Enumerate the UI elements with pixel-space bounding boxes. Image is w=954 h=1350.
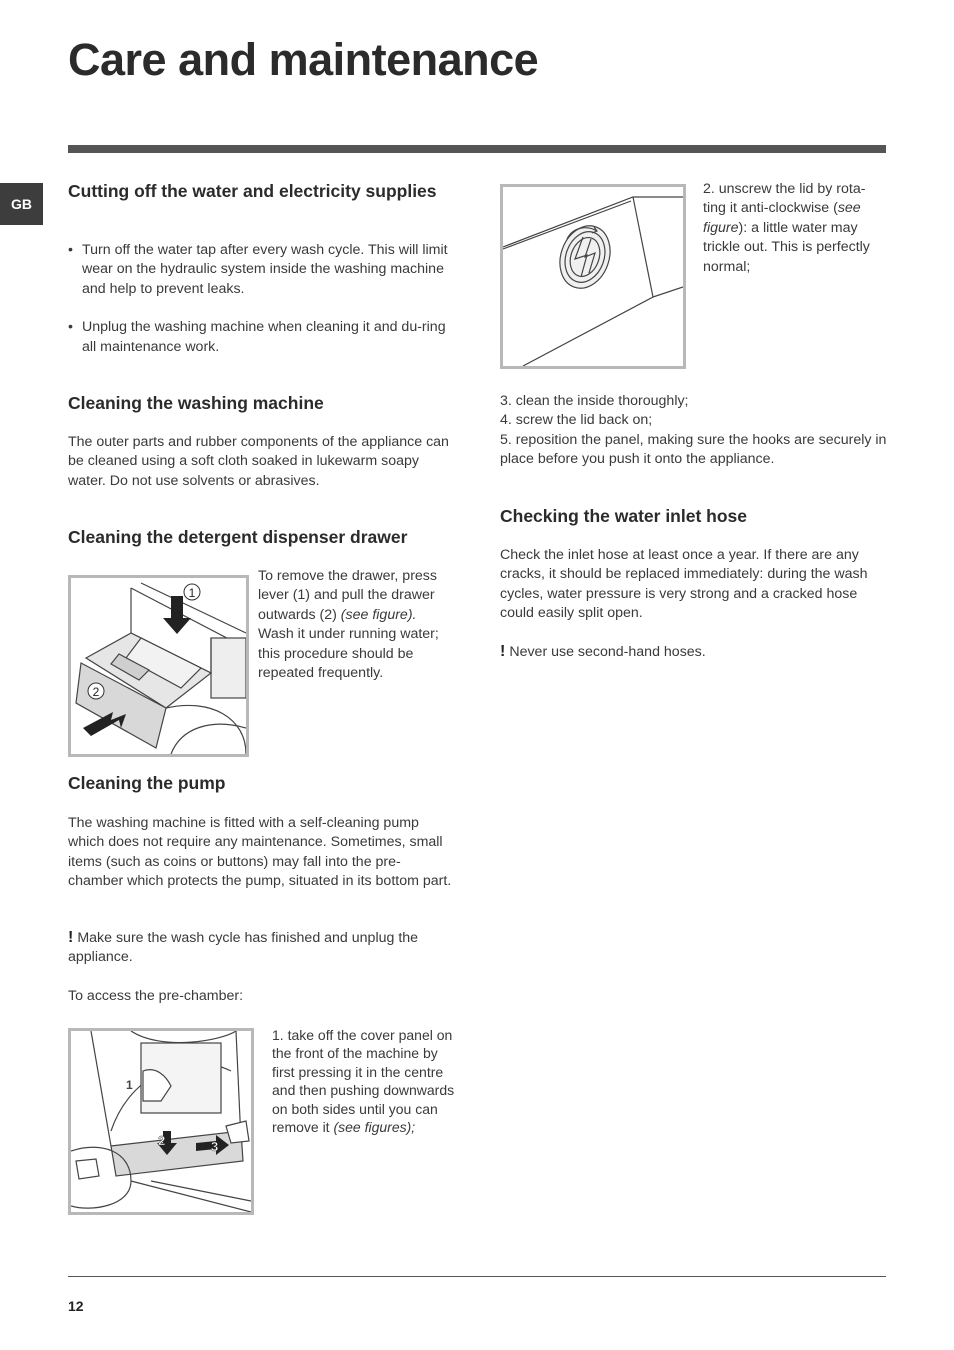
footer-divider [68, 1276, 886, 1277]
drawer-illustration-icon [71, 578, 246, 754]
section-title: Cleaning the detergent dispenser drawer [68, 527, 408, 547]
warning-text: Make sure the wash cycle has finished and unplug the appliance. [68, 930, 419, 966]
cover-panel-figure [68, 1028, 254, 1215]
warning-paragraph [68, 928, 454, 968]
step-4: 4. screw the lid back on; [500, 412, 653, 429]
warning-text: Never use second-hand hoses. [509, 644, 706, 660]
section-water-electricity [68, 181, 448, 201]
paragraph: To access the pre-chamber: [68, 988, 244, 1004]
section-title: Cleaning the pump [68, 773, 226, 793]
italic-ref: (see figures); [333, 1119, 416, 1136]
section-title: Cutting off the water and electricity supplies [68, 181, 437, 201]
paragraph: Check the inlet hose at least once a year. If there are any cracks, it should be replaced immediately: during the wash cycles, water pressure is very strong and a cracked hose could easily split open. [500, 547, 868, 622]
language-tab: GB [0, 183, 43, 225]
lid-figure [500, 184, 686, 369]
step-3: 3. clean the inside thoroughly; [500, 393, 689, 409]
paragraph: The washing machine is fitted with a self-cleaning pump which does not require any maintenance. Sometimes, small items (such as coins or buttons) may fall into the pre-chamber which protects the pump, situated in its bottom part. [68, 815, 452, 890]
cover-panel-illustration-icon [71, 1031, 251, 1212]
list-item: • Unplug the washing machine when cleaning it and du-ring all maintenance work. [68, 318, 448, 357]
panel-label-2: 2 [158, 1133, 166, 1148]
section-title: Cleaning the washing machine [68, 393, 324, 413]
panel-label-1: 1 [126, 1078, 133, 1092]
lid-illustration-icon [503, 187, 683, 366]
section-title: Checking the water inlet hose [500, 506, 747, 526]
step-1-paragraph [272, 1026, 456, 1136]
warning-icon: ! [68, 929, 74, 946]
page-title: Care and maintenance [68, 34, 539, 85]
text-span: To remove the drawer, press lever (1) and pull the drawer outwards (2) [258, 568, 437, 623]
warning-paragraph [500, 642, 888, 662]
drawer-paragraph [258, 567, 454, 683]
italic-ref: see figure [703, 200, 861, 236]
paragraph: The outer parts and rubber components of the appliance can be cleaned using a soft cloth soaked in lukewarm soapy water. Do not use solvents or abrasives. [68, 434, 449, 489]
text-span: a little water may trickle out. This is perfectly normal; [703, 219, 870, 275]
text-span: 1. take off the cover panel on the front of the machine by first pressing it in the centre and then pushing downwards on both sides until you can remove it [272, 1027, 455, 1136]
text-span: Wash it under running water; this procedure should be repeated frequently. [258, 626, 439, 682]
steps-list [500, 392, 888, 470]
text-span: 2. unscrew the lid by rota-ting it anti-clockwise ( [703, 181, 866, 217]
step-2-paragraph [703, 180, 883, 277]
list-item: • Turn off the water tap after every wash cycle. This will limit wear on the hydraulic system inside the washing machine and help to prevent leaks. [68, 241, 448, 299]
step-5: 5. reposition the panel, making sure the hooks are securely in place before you push it onto the appliance. [500, 431, 887, 468]
italic-ref: (see figure). [340, 606, 417, 623]
drawer-figure [68, 575, 249, 757]
bullet-list [68, 241, 448, 357]
page-number: 12 [68, 1298, 84, 1314]
drawer-label-1: 1 [188, 586, 196, 600]
header-divider [68, 145, 886, 153]
panel-label-3: 3 [211, 1139, 219, 1154]
drawer-label-2: 2 [92, 685, 100, 699]
warning-icon: ! [500, 643, 506, 660]
text-span: ): [738, 219, 752, 236]
